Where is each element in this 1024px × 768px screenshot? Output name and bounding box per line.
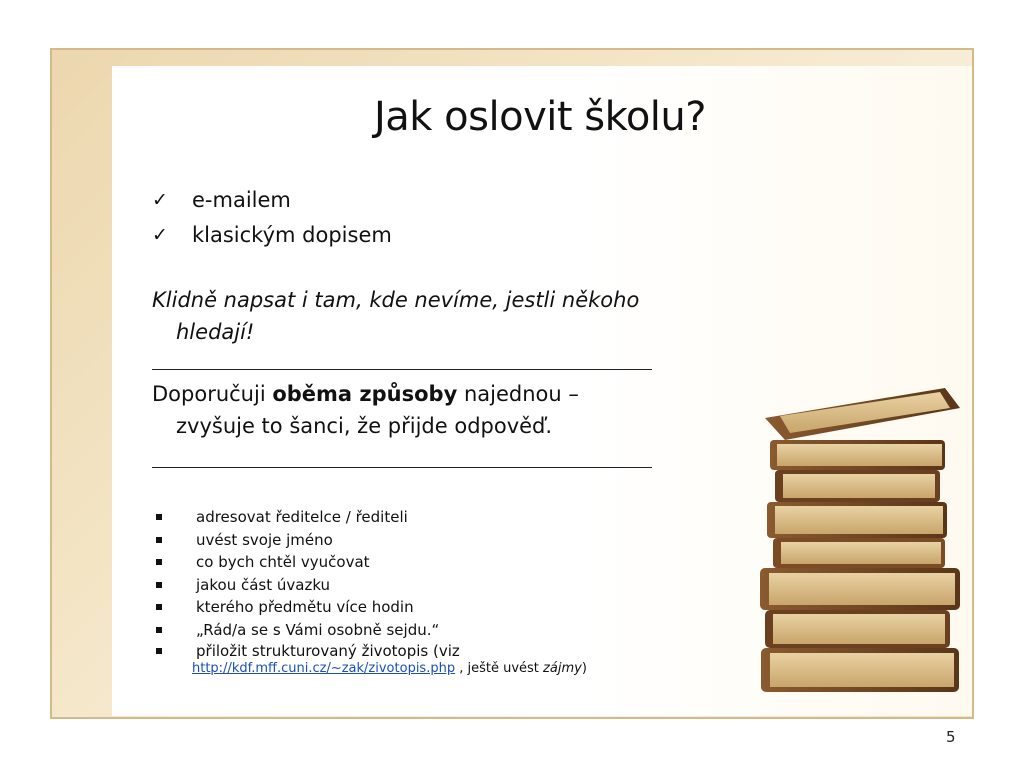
square-bullet-icon bbox=[156, 559, 162, 565]
checkmark-icon: ✓ bbox=[152, 223, 168, 246]
note-line-1: Klidně napsat i tam, kde nevíme, jestli někoho bbox=[152, 288, 640, 312]
divider-line bbox=[152, 369, 652, 370]
cv-italic: zájmy bbox=[543, 661, 582, 676]
bullet-label: co bych chtěl vyučovat bbox=[196, 553, 370, 572]
square-bullet-icon bbox=[156, 648, 162, 654]
book bbox=[775, 470, 940, 502]
recommendation-line-2: zvyšuje to šanci, že přijde odpověď. bbox=[176, 414, 553, 438]
bullet-item bbox=[152, 574, 439, 597]
book bbox=[770, 440, 945, 470]
square-bullet-icon bbox=[156, 537, 162, 543]
book bbox=[765, 388, 960, 440]
check-item bbox=[152, 217, 392, 252]
recommendation-suffix: najednou – bbox=[457, 382, 579, 406]
note-line-2: hledají! bbox=[176, 320, 255, 344]
square-bullet-icon bbox=[156, 514, 162, 520]
cv-row-2 bbox=[152, 660, 587, 678]
book bbox=[767, 502, 947, 538]
bullet-item bbox=[152, 551, 439, 574]
recommendation-bold: oběma způsoby bbox=[272, 382, 458, 406]
bullet-item-cv bbox=[152, 642, 587, 678]
slide-title: Jak oslovit školu? bbox=[373, 94, 706, 140]
book-stack-image bbox=[755, 378, 970, 718]
cv-row-1 bbox=[152, 642, 587, 660]
checkmark-icon: ✓ bbox=[152, 188, 168, 211]
book bbox=[761, 648, 959, 692]
book bbox=[765, 610, 950, 648]
check-item-label: klasickým dopisem bbox=[192, 222, 392, 247]
cv-end: ) bbox=[581, 661, 587, 676]
cv-label: přiložit strukturovaný životopis (viz bbox=[196, 642, 460, 660]
bullet-item bbox=[152, 619, 439, 642]
cv-link[interactable]: http://kdf.mff.cuni.cz/~zak/zivotopis.php bbox=[192, 661, 456, 676]
bullet-label: uvést svoje jméno bbox=[196, 530, 333, 549]
cv-middle: , ještě uvést bbox=[455, 661, 544, 676]
page-number: 5 bbox=[946, 728, 956, 746]
book bbox=[773, 538, 945, 568]
square-bullet-icon bbox=[156, 604, 162, 610]
square-bullet-icon bbox=[156, 627, 162, 633]
check-item-label: e-mailem bbox=[192, 187, 291, 212]
bullet-list bbox=[152, 506, 439, 641]
bullet-label: kterého předmětu více hodin bbox=[196, 598, 414, 617]
note-paragraph bbox=[152, 284, 752, 348]
check-item bbox=[152, 182, 392, 217]
bullet-item bbox=[152, 596, 439, 619]
recommendation-line-1 bbox=[152, 378, 752, 410]
recommendation-prefix: Doporučuji bbox=[152, 382, 273, 406]
bullet-item bbox=[152, 529, 439, 552]
bullet-item bbox=[152, 506, 439, 529]
check-list bbox=[152, 182, 392, 252]
square-bullet-icon bbox=[156, 582, 162, 588]
bullet-label: adresovat ředitelce / řediteli bbox=[196, 508, 408, 527]
book bbox=[760, 568, 960, 610]
recommendation-paragraph bbox=[152, 378, 752, 442]
divider-line bbox=[152, 467, 652, 468]
bullet-label: jakou část úvazku bbox=[196, 575, 331, 594]
bullet-label: „Rád/a se s Vámi osobně sejdu.“ bbox=[196, 620, 440, 639]
